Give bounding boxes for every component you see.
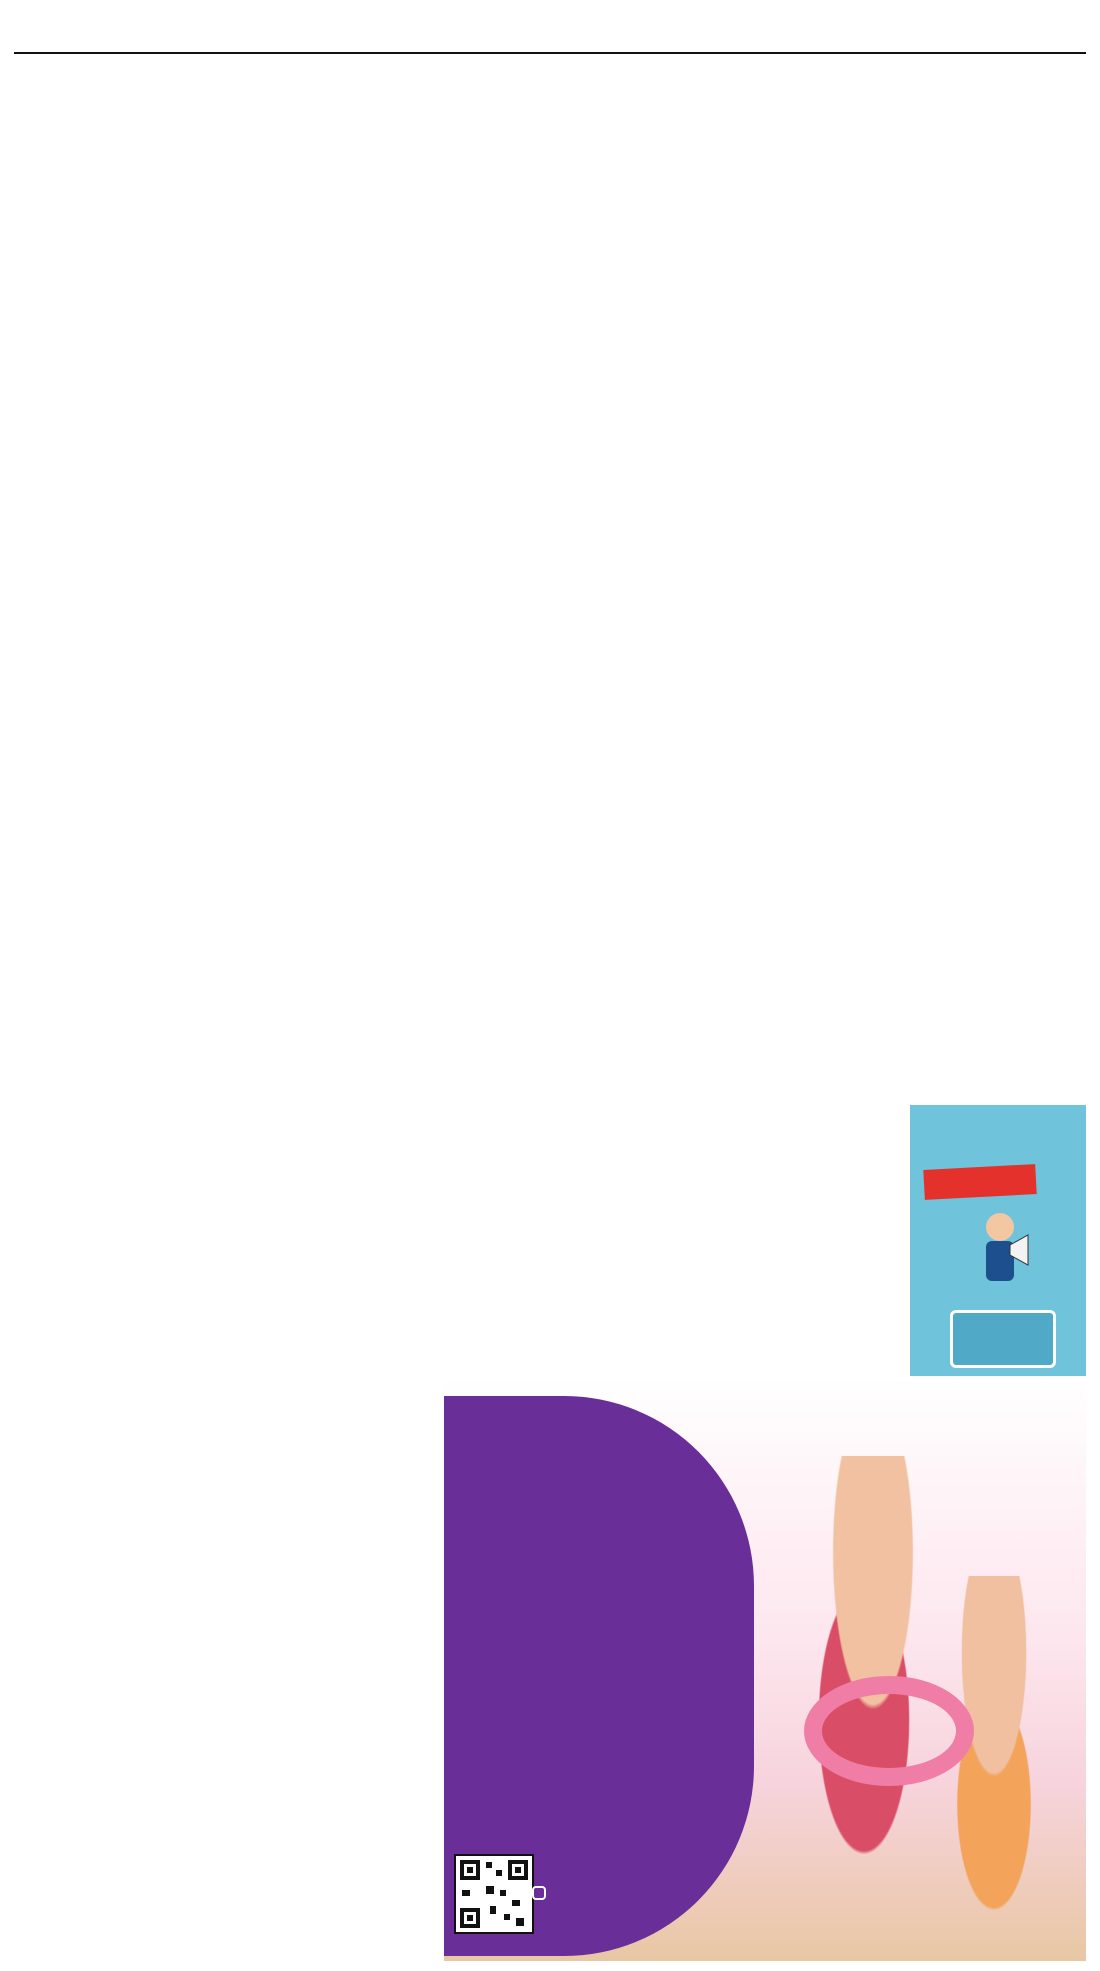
ad-conosco-banner (923, 1164, 1036, 1200)
qr-code-icon[interactable] (454, 1854, 534, 1934)
megaphone-icon (970, 1205, 1030, 1295)
column-2 (236, 72, 436, 1122)
panda-pool-ad[interactable] (444, 1376, 1086, 1961)
page-header (14, 12, 1086, 54)
instagram-icon (532, 1886, 546, 1900)
estadao-logo (950, 1310, 1056, 1368)
swim-ring (804, 1676, 974, 1786)
advertise-with-us-ad[interactable] (910, 1105, 1086, 1387)
